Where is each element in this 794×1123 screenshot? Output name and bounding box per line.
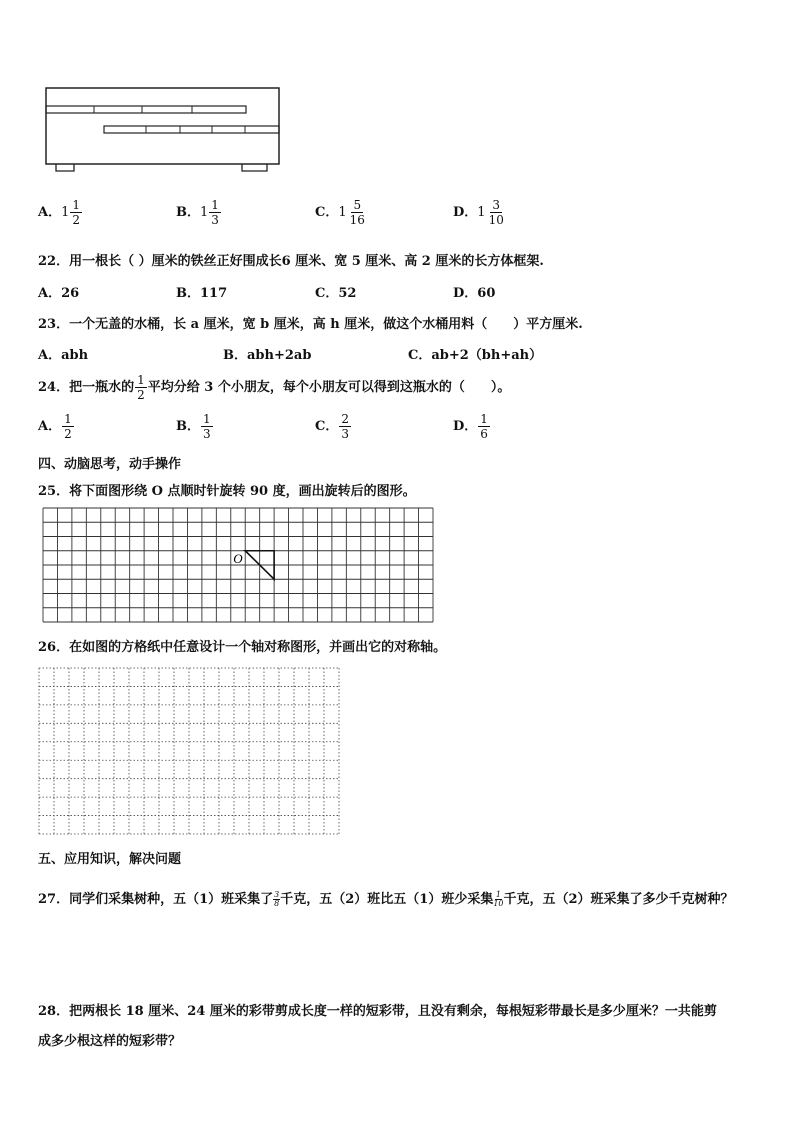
point-o-label: O	[233, 550, 243, 566]
q23-option-b[interactable]: B．abh+2ab	[223, 348, 312, 363]
q23-option-a[interactable]: A．abh	[38, 348, 89, 363]
q24-fraction: $\frac{1}{2}$	[137, 373, 145, 402]
q22-option-d[interactable]: D．60	[453, 286, 496, 301]
bookshelf-figure	[42, 86, 284, 172]
q23-text: 23．一个无盖的水桶，长 a 厘米，宽 b 厘米，高 h 厘米，做这个水桶用料（ ）平方厘米.	[38, 317, 583, 332]
q22-option-a[interactable]: A．26	[38, 286, 80, 301]
q26-text: 26．在如图的方格纸中任意设计一个轴对称图形，并画出它的对称轴。	[38, 640, 447, 655]
q22-option-b[interactable]: B．117	[176, 286, 228, 301]
section-4-heading: 四、动脑思考，动手操作	[38, 457, 182, 472]
symmetry-grid[interactable]	[38, 667, 340, 835]
q24-text: 24．把一瓶水的 $\frac{1}{2}$ 平均分给 3 个小朋友，每个小朋友可以得到这瓶水的（ ）。	[38, 373, 511, 402]
q24-option-b[interactable]: B． $\frac{1}{3}$	[176, 412, 211, 441]
q23-option-c[interactable]: C．ab+2（bh+ah）	[408, 348, 543, 363]
q24-option-c[interactable]: C． $\frac{2}{3}$	[315, 412, 349, 441]
q21-option-c[interactable]: C．1 $\frac{5}{16}$	[315, 198, 365, 227]
q24-option-a[interactable]: A． $\frac{1}{2}$	[38, 412, 72, 441]
q21-option-d[interactable]: D．1 $\frac{3}{10}$	[453, 198, 504, 227]
rotation-grid[interactable]	[42, 507, 434, 623]
q21-option-b[interactable]: B．1 $\frac{1}{3}$	[176, 198, 219, 227]
q27-text: 27．同学们采集树种，五（1）班采集了 $\frac{3}{8}$ 千克，五（2）班比五（1）班少采集 $\frac{1}{10}$ 千克，五（2）班采集了多少千克树种？	[38, 890, 734, 908]
q28-line1: 28．把两根长 18 厘米、24 厘米的彩带剪成长度一样的短彩带，且没有剩余，每根短彩带最长是多少厘米？一共能剪	[38, 1004, 717, 1019]
q22-option-c[interactable]: C．52	[315, 286, 357, 301]
q25-text: 25．将下面图形绕 O 点顺时针旋转 90 度，画出旋转后的图形。	[38, 484, 416, 499]
q28-line2: 成多少根这样的短彩带？	[38, 1034, 182, 1049]
q22-text: 22．用一根长（ ）厘米的铁丝正好围成长6 厘米、宽 5 厘米、高 2 厘米的长方体框架.	[38, 254, 544, 269]
q24-option-d[interactable]: D． $\frac{1}{6}$	[453, 412, 488, 441]
section-5-heading: 五、应用知识，解决问题	[38, 852, 182, 867]
q21-option-a[interactable]: A．1 $\frac{1}{2}$	[38, 198, 81, 227]
